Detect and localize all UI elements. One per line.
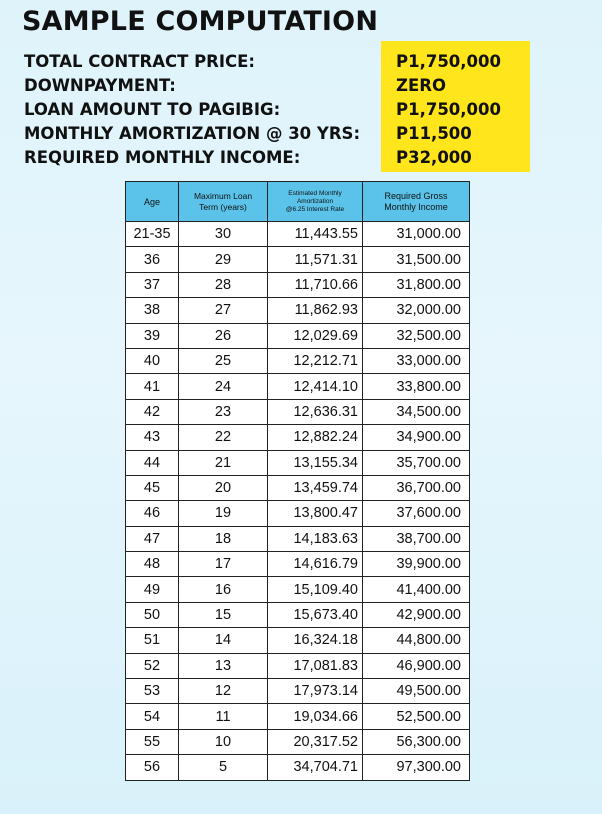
header-term-line2: Term (years) — [199, 201, 247, 212]
table-row — [126, 475, 470, 500]
table-row — [126, 450, 470, 475]
income-cell: 31,500.00 — [363, 247, 470, 272]
age-cell: 48 — [126, 552, 179, 577]
amortization-cell: 12,636.31 — [268, 399, 363, 424]
age-cell: 45 — [126, 475, 179, 500]
loan-term-cell: 28 — [179, 272, 268, 297]
total-contract-price-value: P1,750,000 — [396, 52, 501, 71]
income-cell: 52,500.00 — [363, 704, 470, 729]
income-cell: 35,700.00 — [363, 450, 470, 475]
income-cell: 44,800.00 — [363, 628, 470, 653]
amortization-cell: 14,183.63 — [268, 526, 363, 551]
age-cell: 41 — [126, 374, 179, 399]
amortization-cell: 14,616.79 — [268, 552, 363, 577]
loan-term-cell: 30 — [179, 222, 268, 247]
age-cell: 50 — [126, 602, 179, 627]
loan-term-cell: 17 — [179, 552, 268, 577]
income-cell: 36,700.00 — [363, 475, 470, 500]
amortization-cell: 12,212.71 — [268, 348, 363, 373]
income-cell: 37,600.00 — [363, 501, 470, 526]
table-row — [126, 755, 470, 780]
table-row — [126, 552, 470, 577]
loan-term-cell: 19 — [179, 501, 268, 526]
loan-term-cell: 24 — [179, 374, 268, 399]
income-cell: 33,000.00 — [363, 348, 470, 373]
header-amort-line3: @6.25 Interest Rate — [285, 205, 345, 213]
age-cell: 49 — [126, 577, 179, 602]
loan-amount-label: LOAN AMOUNT TO PAGIBIG: — [24, 100, 281, 119]
income-cell: 46,900.00 — [363, 653, 470, 678]
loan-term-cell: 13 — [179, 653, 268, 678]
table-row — [126, 348, 470, 373]
income-cell: 56,300.00 — [363, 729, 470, 754]
income-cell: 97,300.00 — [363, 755, 470, 780]
income-cell: 34,900.00 — [363, 425, 470, 450]
table-row — [126, 425, 470, 450]
table-row — [126, 602, 470, 627]
header-required-income — [363, 182, 470, 222]
income-cell: 39,900.00 — [363, 552, 470, 577]
amortization-table — [125, 181, 470, 781]
age-cell: 46 — [126, 501, 179, 526]
age-cell: 52 — [126, 653, 179, 678]
loan-term-cell: 10 — [179, 729, 268, 754]
header-monthly-amortization — [268, 182, 363, 222]
income-cell: 38,700.00 — [363, 526, 470, 551]
loan-term-cell: 18 — [179, 526, 268, 551]
loan-term-cell: 22 — [179, 425, 268, 450]
amortization-cell: 13,459.74 — [268, 475, 363, 500]
summary-values — [396, 50, 501, 170]
table-row — [126, 501, 470, 526]
table-body — [126, 222, 470, 781]
amortization-cell: 17,973.14 — [268, 679, 363, 704]
table-row — [126, 272, 470, 297]
amortization-cell: 13,800.47 — [268, 501, 363, 526]
total-contract-price-label: TOTAL CONTRACT PRICE: — [24, 52, 255, 71]
amortization-cell: 11,443.55 — [268, 222, 363, 247]
required-monthly-income-label: REQUIRED MONTHLY INCOME: — [24, 148, 301, 167]
table-row — [126, 628, 470, 653]
age-cell: 36 — [126, 247, 179, 272]
monthly-amortization-label: MONTHLY AMORTIZATION @ 30 YRS: — [24, 124, 361, 143]
age-cell: 39 — [126, 323, 179, 348]
amortization-cell: 34,704.71 — [268, 755, 363, 780]
amortization-cell: 17,081.83 — [268, 653, 363, 678]
income-cell: 32,500.00 — [363, 323, 470, 348]
income-cell: 32,000.00 — [363, 298, 470, 323]
table-row — [126, 704, 470, 729]
table-row — [126, 526, 470, 551]
header-amort-line1: Estimated Monthly — [288, 189, 342, 197]
table-row — [126, 399, 470, 424]
income-cell: 49,500.00 — [363, 679, 470, 704]
table-row — [126, 374, 470, 399]
loan-term-cell: 27 — [179, 298, 268, 323]
monthly-amortization-value: P11,500 — [396, 124, 472, 143]
loan-term-cell: 21 — [179, 450, 268, 475]
loan-term-cell: 25 — [179, 348, 268, 373]
age-cell: 37 — [126, 272, 179, 297]
loan-term-cell: 5 — [179, 755, 268, 780]
amortization-cell: 12,414.10 — [268, 374, 363, 399]
table-row — [126, 653, 470, 678]
income-cell: 42,900.00 — [363, 602, 470, 627]
header-term-line1: Maximum Loan — [193, 190, 253, 201]
loan-term-cell: 26 — [179, 323, 268, 348]
table-row — [126, 729, 470, 754]
loan-term-cell: 20 — [179, 475, 268, 500]
age-cell: 47 — [126, 526, 179, 551]
table-header-row — [126, 182, 470, 222]
loan-term-cell: 12 — [179, 679, 268, 704]
amortization-cell: 11,862.93 — [268, 298, 363, 323]
age-cell: 56 — [126, 755, 179, 780]
amortization-cell: 13,155.34 — [268, 450, 363, 475]
loan-amount-value: P1,750,000 — [396, 100, 501, 119]
age-cell: 44 — [126, 450, 179, 475]
table-row — [126, 298, 470, 323]
amortization-cell: 19,034.66 — [268, 704, 363, 729]
table-row — [126, 323, 470, 348]
amortization-cell: 11,710.66 — [268, 272, 363, 297]
age-cell: 53 — [126, 679, 179, 704]
table-row — [126, 679, 470, 704]
loan-term-cell: 15 — [179, 602, 268, 627]
header-max-loan-term — [179, 182, 268, 222]
income-cell: 41,400.00 — [363, 577, 470, 602]
table-row — [126, 577, 470, 602]
page-title: SAMPLE COMPUTATION — [22, 6, 379, 37]
amortization-cell: 12,882.24 — [268, 425, 363, 450]
age-cell: 54 — [126, 704, 179, 729]
age-cell: 40 — [126, 348, 179, 373]
age-cell: 38 — [126, 298, 179, 323]
amortization-cell: 15,673.40 — [268, 602, 363, 627]
table-header — [126, 182, 470, 222]
loan-term-cell: 16 — [179, 577, 268, 602]
required-monthly-income-value: P32,000 — [396, 148, 472, 167]
loan-term-cell: 14 — [179, 628, 268, 653]
income-cell: 33,800.00 — [363, 374, 470, 399]
header-income-line1: Required Gross — [384, 190, 448, 201]
downpayment-value: ZERO — [396, 76, 446, 95]
amortization-cell: 12,029.69 — [268, 323, 363, 348]
table-row — [126, 222, 470, 247]
summary-labels — [24, 50, 360, 170]
age-cell: 21-35 — [126, 222, 179, 247]
age-cell: 55 — [126, 729, 179, 754]
loan-term-cell: 11 — [179, 704, 268, 729]
income-cell: 34,500.00 — [363, 399, 470, 424]
age-cell: 43 — [126, 425, 179, 450]
downpayment-label: DOWNPAYMENT: — [24, 76, 176, 95]
header-amort-line2: Amortization — [296, 197, 334, 205]
header-age: Age — [126, 182, 179, 222]
age-cell: 51 — [126, 628, 179, 653]
amortization-table-container — [125, 181, 470, 781]
header-income-line2: Monthly Income — [384, 201, 448, 212]
amortization-cell: 15,109.40 — [268, 577, 363, 602]
loan-term-cell: 23 — [179, 399, 268, 424]
amortization-cell: 16,324.18 — [268, 628, 363, 653]
age-cell: 42 — [126, 399, 179, 424]
income-cell: 31,800.00 — [363, 272, 470, 297]
income-cell: 31,000.00 — [363, 222, 470, 247]
amortization-cell: 11,571.31 — [268, 247, 363, 272]
table-row — [126, 247, 470, 272]
loan-term-cell: 29 — [179, 247, 268, 272]
amortization-cell: 20,317.52 — [268, 729, 363, 754]
